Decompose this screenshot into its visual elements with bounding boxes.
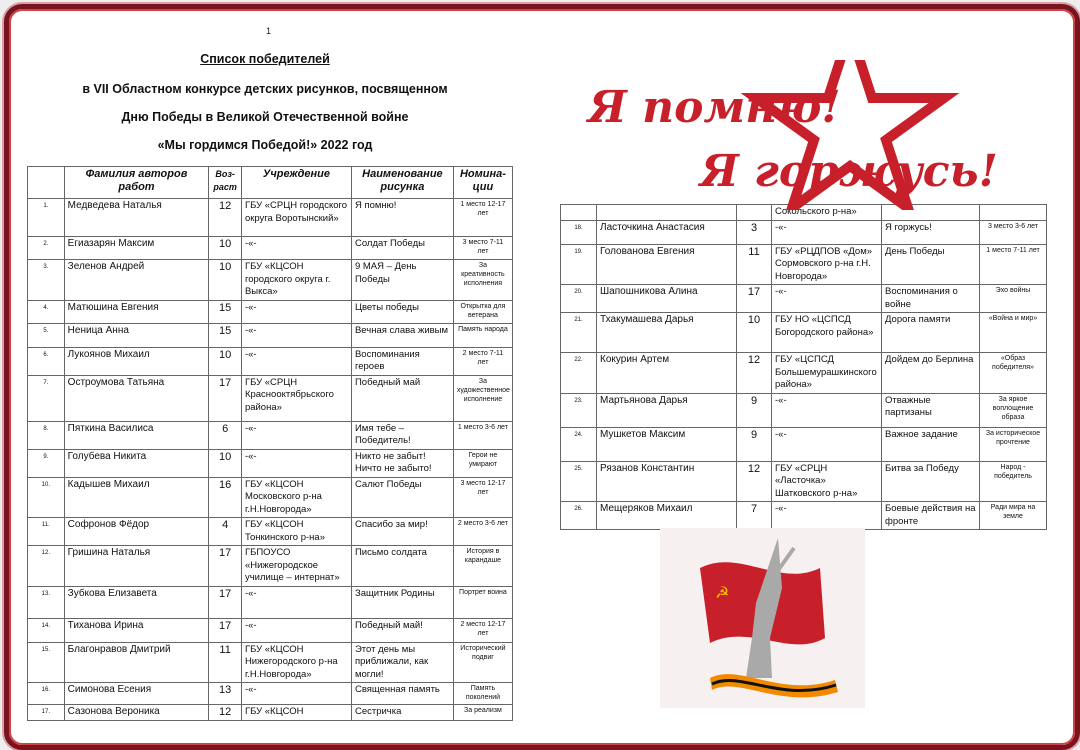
nomination-cell: Эхо войны — [980, 285, 1047, 313]
nomination-cell: Портрет воина — [453, 586, 512, 618]
institution-cell: -«- — [241, 421, 351, 449]
institution-cell: -«- — [241, 300, 351, 323]
institution-cell: ГБУ «КЦСОН Московского р-на г.Н.Новгорода» — [241, 477, 351, 518]
drawing-title: Этот день мы приближали, как могли! — [351, 642, 453, 683]
table-row — [28, 300, 513, 323]
author-name: Мушкетов Максим — [597, 427, 737, 461]
institution-cell: -«- — [241, 237, 351, 260]
author-name: Голованова Евгения — [597, 244, 737, 285]
author-name: Егиазарян Максим — [64, 237, 209, 260]
author-name: Кокурин Артем — [597, 353, 737, 394]
table-row — [28, 477, 513, 518]
nomination-cell: За яркое воплощение образа — [980, 393, 1047, 427]
institution-cell: ГБУ «КЦСОН — [241, 705, 351, 721]
winners-table-right — [560, 204, 1047, 530]
nomination-cell: «Война и мир» — [980, 313, 1047, 353]
nomination-cell: Народ - победитель — [980, 461, 1047, 502]
col-nomination: Номина-ции — [453, 167, 512, 199]
drawing-title: Победный май — [351, 375, 453, 421]
row-number: 15. — [28, 642, 65, 683]
drawing-title: Никто не забыт! Ничто не забыто! — [351, 449, 453, 477]
nomination-cell: Память поколений — [453, 683, 512, 705]
age-cell: 12 — [737, 353, 772, 394]
table-row — [28, 586, 513, 618]
drawing-title: Отважные партизаны — [882, 393, 980, 427]
age-cell: 17 — [209, 546, 242, 587]
institution-cell: -«- — [241, 323, 351, 347]
institution-cell: ГБУ НО «ЦСПСД Богородского района» — [772, 313, 882, 353]
table-row — [28, 642, 513, 683]
nomination-cell: 2 место 3-6 лет — [453, 518, 512, 546]
author-name: Ласточкина Анастасия — [597, 220, 737, 244]
institution-cell: -«- — [772, 502, 882, 530]
drawing-title: Важное задание — [882, 427, 980, 461]
drawing-title: Солдат Победы — [351, 237, 453, 260]
drawing-title: Дойдем до Берлина — [882, 353, 980, 394]
institution-cell: ГБУ «КЦСОН городского округа г. Выкса» — [241, 260, 351, 301]
author-name: Тхакумашева Дарья — [597, 313, 737, 353]
drawing-title: Цветы победы — [351, 300, 453, 323]
drawing-title: Победный май! — [351, 618, 453, 642]
nomination-cell: 1 место 3-6 лет — [453, 421, 512, 449]
nomination-cell: 2 место 12-17 лет — [453, 618, 512, 642]
age-cell: 9 — [737, 427, 772, 461]
author-name: Софронов Фёдор — [64, 518, 209, 546]
age-cell: 17 — [737, 285, 772, 313]
age-cell: 11 — [209, 642, 242, 683]
age-cell: 17 — [209, 375, 242, 421]
author-name: Гришина Наталья — [64, 546, 209, 587]
author-name: Сазонова Вероника — [64, 705, 209, 721]
institution-cell: ГБПОУСО «Нижегородское училище – интернат» — [241, 546, 351, 587]
institution-cell: -«- — [772, 220, 882, 244]
age-cell: 15 — [209, 323, 242, 347]
drawing-title: Битва за Победу — [882, 461, 980, 502]
table-row — [28, 449, 513, 477]
nomination-cell: За реализм — [453, 705, 512, 721]
table-row — [28, 683, 513, 705]
age-cell: 10 — [209, 237, 242, 260]
author-name: Зубкова Елизавета — [64, 586, 209, 618]
institution-cell: ГБУ «СРЦН Краснооктябрьского района» — [241, 375, 351, 421]
row-number: 18. — [561, 220, 597, 244]
row-number: 4. — [28, 300, 65, 323]
table-row — [28, 375, 513, 421]
institution-cell: -«- — [772, 427, 882, 461]
institution-cell: -«- — [241, 449, 351, 477]
drawing-title: Вечная слава живым — [351, 323, 453, 347]
slogan-line-1: Я помню! — [588, 82, 841, 133]
nomination-cell: За креативность исполнения — [453, 260, 512, 301]
row-number: 9. — [28, 449, 65, 477]
age-cell: 17 — [209, 618, 242, 642]
institution-cell: ГБУ «РЦДПОВ «Дом» Сормовского р-на г.Н. Новгорода» — [772, 244, 882, 285]
institution-cell: -«- — [772, 393, 882, 427]
institution-cell: ГБУ «СРЦН городского округа Воротынский» — [241, 199, 351, 237]
age-cell: 10 — [209, 449, 242, 477]
author-name: Мещеряков Михаил — [597, 502, 737, 530]
table-row — [28, 237, 513, 260]
institution-cell: -«- — [241, 683, 351, 705]
institution-cell: -«- — [772, 285, 882, 313]
nomination-cell: 1 место 12-17 лет — [453, 199, 512, 237]
age-cell: 16 — [209, 477, 242, 518]
age-cell: 10 — [209, 347, 242, 375]
row-number: 10. — [28, 477, 65, 518]
drawing-title: Письмо солдата — [351, 546, 453, 587]
table-row — [28, 618, 513, 642]
row-number: 6. — [28, 347, 65, 375]
author-name: Шапошникова Алина — [597, 285, 737, 313]
age-cell: 3 — [737, 220, 772, 244]
institution-cell: -«- — [241, 618, 351, 642]
author-name: Мартьянова Дарья — [597, 393, 737, 427]
table-row — [28, 199, 513, 237]
row-number: 12. — [28, 546, 65, 587]
nomination-cell: Память народа — [453, 323, 512, 347]
author-name: Голубева Никита — [64, 449, 209, 477]
slogan-line-2: Я горжусь! — [700, 146, 998, 197]
table-row — [561, 461, 1047, 502]
age-cell: 10 — [737, 313, 772, 353]
table-row — [28, 347, 513, 375]
nomination-cell: Ради мира на земле — [980, 502, 1047, 530]
table-row — [561, 313, 1047, 353]
author-name: Тиханова Ирина — [64, 618, 209, 642]
table-row — [28, 518, 513, 546]
nomination-cell: Исторический подвиг — [453, 642, 512, 683]
row-number: 3. — [28, 260, 65, 301]
row-number: 5. — [28, 323, 65, 347]
row-number: 22. — [561, 353, 597, 394]
row-number: 8. — [28, 421, 65, 449]
row-number: 26. — [561, 502, 597, 530]
age-cell: 12 — [209, 199, 242, 237]
winners-table-left — [27, 166, 513, 721]
contest-name: «Мы гордимся Победой!» 2022 год — [157, 138, 373, 152]
victory-poster-image — [660, 528, 865, 708]
drawing-title: Спасибо за мир! — [351, 518, 453, 546]
row-number: 13. — [28, 586, 65, 618]
contest-line: в VII Областном конкурсе детских рисунков, посвященном — [82, 82, 448, 96]
col-number — [28, 167, 65, 199]
nomination-cell: 3 место 3-6 лет — [980, 220, 1047, 244]
col-authors: Фамилия авторов работ — [64, 167, 209, 199]
author-name: Остроумова Татьяна — [64, 375, 209, 421]
institution-cell: -«- — [241, 347, 351, 375]
row-number: 7. — [28, 375, 65, 421]
table-row — [561, 244, 1047, 285]
table-row — [28, 705, 513, 721]
col-title: Наименование рисунка — [351, 167, 453, 199]
nomination-cell: Герои не умирают — [453, 449, 512, 477]
table-row — [561, 502, 1047, 530]
row-number: 16. — [28, 683, 65, 705]
age-cell: 12 — [737, 461, 772, 502]
institution-cell: ГБУ «ЦСПСД Большемурашкинского района» — [772, 353, 882, 394]
age-cell: 9 — [737, 393, 772, 427]
age-cell: 7 — [737, 502, 772, 530]
col-institution: Учреждение — [241, 167, 351, 199]
col-age: Воз-раст — [209, 167, 242, 199]
author-name: Пяткина Василиса — [64, 421, 209, 449]
row-number: 20. — [561, 285, 597, 313]
nomination-cell: История в карандаше — [453, 546, 512, 587]
drawing-title: Я помню! — [351, 199, 453, 237]
author-name: Кадышев Михаил — [64, 477, 209, 518]
page-number: 1 — [266, 26, 272, 36]
slogan-graphic — [582, 60, 1012, 210]
drawing-title: Воспоминания героев — [351, 347, 453, 375]
nomination-cell: 3 место 12-17 лет — [453, 477, 512, 518]
nomination-cell: За художественное исполнение — [453, 375, 512, 421]
age-cell: 6 — [209, 421, 242, 449]
nomination-cell: 3 место 7-11 лет — [453, 237, 512, 260]
author-name: Матюшина Евгения — [64, 300, 209, 323]
table-row — [561, 220, 1047, 244]
age-cell: 4 — [209, 518, 242, 546]
nomination-cell: 1 место 7-11 лет — [980, 244, 1047, 285]
drawing-title: День Победы — [882, 244, 980, 285]
institution-cell: -«- — [241, 586, 351, 618]
author-name: Медведева Наталья — [64, 199, 209, 237]
hammer-sickle-icon: ☭ — [715, 585, 730, 602]
age-cell: 13 — [209, 683, 242, 705]
table-row — [28, 260, 513, 301]
author-name: Лукоянов Михаил — [64, 347, 209, 375]
author-name: Рязанов Константин — [597, 461, 737, 502]
drawing-title: Имя тебе – Победитель! — [351, 421, 453, 449]
age-cell: 11 — [737, 244, 772, 285]
table-row — [28, 323, 513, 347]
row-number: 25. — [561, 461, 597, 502]
drawing-title: Священная память — [351, 683, 453, 705]
table-row — [561, 285, 1047, 313]
age-cell: 15 — [209, 300, 242, 323]
author-name: Неница Анна — [64, 323, 209, 347]
nomination-cell: «Образ победителя» — [980, 353, 1047, 394]
drawing-title: Защитник Родины — [351, 586, 453, 618]
row-number: 19. — [561, 244, 597, 285]
age-cell: 12 — [209, 705, 242, 721]
row-number: 17. — [28, 705, 65, 721]
row-number: 1. — [28, 199, 65, 237]
drawing-title: Салют Победы — [351, 477, 453, 518]
row-number: 14. — [28, 618, 65, 642]
drawing-title: Дорога памяти — [882, 313, 980, 353]
institution-cell: ГБУ «СРЦН «Ласточка» Шатковского р-на» — [772, 461, 882, 502]
table-row — [561, 393, 1047, 427]
drawing-title: Боевые действия на фронте — [882, 502, 980, 530]
list-title: Список победителей — [200, 52, 330, 66]
institution-cell: ГБУ «КЦСОН Тонкинского р-на» — [241, 518, 351, 546]
table-row — [561, 353, 1047, 394]
row-number: 21. — [561, 313, 597, 353]
row-number: 11. — [28, 518, 65, 546]
drawing-title: Я горжусь! — [882, 220, 980, 244]
table-row — [28, 421, 513, 449]
row-number: 2. — [28, 237, 65, 260]
drawing-title: 9 МАЯ – День Победы — [351, 260, 453, 301]
age-cell: 17 — [209, 586, 242, 618]
institution-cell: ГБУ «КЦСОН Нижегородского р-на г.Н.Новгорода» — [241, 642, 351, 683]
row-number: 23. — [561, 393, 597, 427]
table-row — [28, 546, 513, 587]
dedication-line: Дню Победы в Великой Отечественной войне — [121, 110, 409, 124]
nomination-cell: 2 место 7-11 лет — [453, 347, 512, 375]
drawing-title: Сестричка — [351, 705, 453, 721]
institution-cell: Сокольского р-на» — [772, 205, 882, 221]
author-name: Симонова Есения — [64, 683, 209, 705]
nomination-cell: Открытка для ветерана — [453, 300, 512, 323]
row-number: 24. — [561, 427, 597, 461]
table-row — [561, 427, 1047, 461]
age-cell: 10 — [209, 260, 242, 301]
author-name: Благонравов Дмитрий — [64, 642, 209, 683]
author-name: Зеленов Андрей — [64, 260, 209, 301]
drawing-title: Воспоминания о войне — [882, 285, 980, 313]
nomination-cell: За историческое прочтение — [980, 427, 1047, 461]
